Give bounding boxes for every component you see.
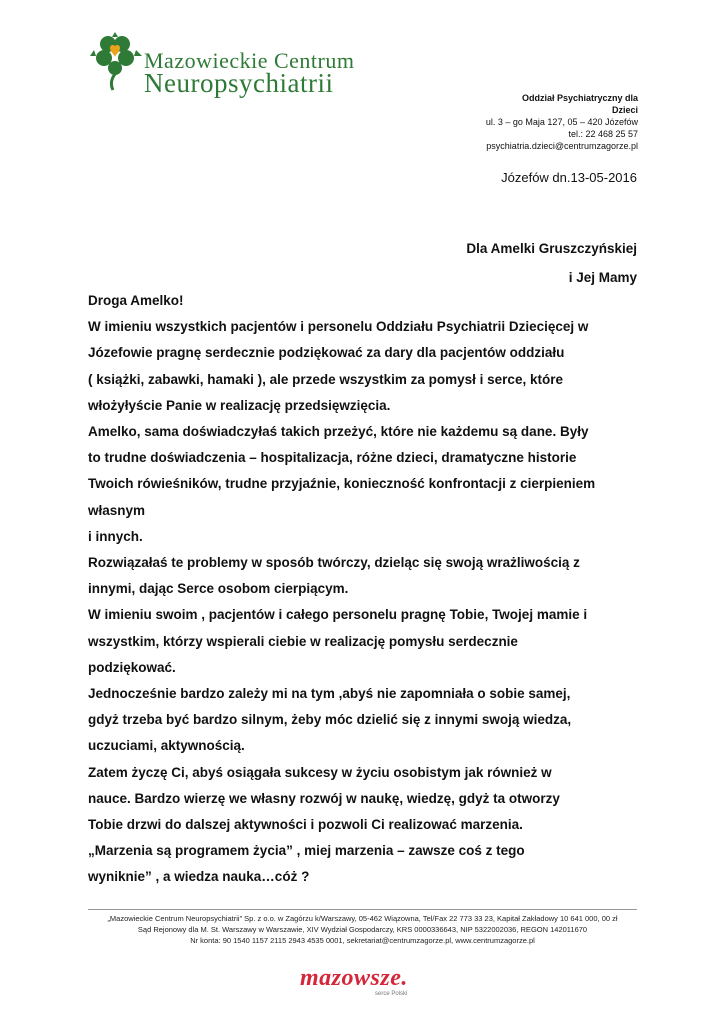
letter-line: uczuciami, aktywnością. xyxy=(88,738,245,754)
letter-line: włożyłyście Panie w realizację przedsięwzięcia. xyxy=(88,397,391,413)
clover-heart-icon xyxy=(88,30,144,92)
letter-line: Tobie drzwi do dalszej aktywności i pozwoli Ci realizować marzenia. xyxy=(88,817,523,833)
letter-line: podziękować. xyxy=(88,659,176,675)
letter-line: „Marzenia są programem życia” , miej marzenia – zawsze coś z tego xyxy=(88,843,525,859)
mazowsze-logo-tagline: serce Polski xyxy=(375,991,408,997)
letter-line: W imieniu wszystkich pacjentów i personelu Oddziału Psychiatrii Dziecięcej w xyxy=(88,319,589,335)
department-email: psychiatria.dzieci@centrumzagorze.pl xyxy=(486,141,638,151)
mazowsze-logo-text: mazowsze. xyxy=(300,965,408,991)
letter-line: Jednocześnie bardzo zależy mi na tym ,abyś nie zapomniała o sobie samej, xyxy=(88,686,571,702)
logo-text-line2: Neuropsychiatrii xyxy=(144,68,334,98)
department-address: ul. 3 – go Maja 127, 05 – 420 Józefów xyxy=(485,117,638,127)
addressee-line1: Dla Amelki Gruszczyńskiej xyxy=(466,241,637,256)
footer-line1: „Mazowieckie Centrum Neuropsychiatrii” Sp. z o.o. w Zagórzu k/Warszawy, 05-462 Wiązowna, Tel/Fax 22 773 33 23, Kapitał Zakładowy 10 641 000, 00 zł xyxy=(107,914,618,923)
letter-date: Józefów dn.13-05-2016 xyxy=(501,170,637,185)
letter-line: innymi, dając Serce osobom cierpiącym. xyxy=(88,581,349,597)
footer-line3: Nr konta: 90 1540 1157 2115 2943 4535 0001, sekretariat@centrumzagorze.pl, www.centrumzagorze.pl xyxy=(190,936,535,945)
letter-line: Twoich rówieśników, trudne przyjaźnie, konieczność konfrontacji z cierpieniem xyxy=(88,476,596,492)
department-name-line1: Oddział Psychiatryczny dla xyxy=(521,93,638,103)
hospital-logo xyxy=(88,30,388,98)
department-header xyxy=(486,92,638,152)
letter-line: Zatem życzę Ci, abyś osiągała sukcesy w życiu osobistym jak również w xyxy=(88,764,552,780)
department-name-line2: Dzieci xyxy=(611,105,638,115)
footer-divider xyxy=(88,909,637,910)
addressee xyxy=(466,234,637,292)
letter-line: nauce. Bardzo wierzę we własny rozwój w naukę, wiedzę, gdyż ta otworzy xyxy=(88,790,560,806)
letter-line: ( książki, zabawki, hamaki ), ale przede wszystkim za pomysł i serce, które xyxy=(88,371,563,387)
addressee-line2: i Jej Mamy xyxy=(568,270,637,285)
letter-line: to trudne doświadczenia – hospitalizacja, różne dzieci, dramatyczne historie xyxy=(88,450,577,466)
letter-line: Droga Amelko! xyxy=(88,293,184,308)
letter-line: wyniknie” , a wiedza nauka…cóż ? xyxy=(88,869,310,885)
mazowsze-logo xyxy=(300,965,430,1005)
letter-line: gdyż trzeba być bardzo silnym, żeby móc dzielić się z innymi swoją wiedza, xyxy=(88,712,572,728)
logo-text-line1: Mazowieckie Centrum xyxy=(144,48,355,73)
department-phone: tel.: 22 468 25 57 xyxy=(568,129,638,139)
letter-line: Rozwiązałaś te problemy w sposób twórczy, dzieląc się swoją wrażliwością z xyxy=(88,555,580,571)
letter-line: własnym xyxy=(88,502,146,518)
footer xyxy=(88,913,637,946)
letter-line: i innych. xyxy=(88,528,143,544)
letter-line: wszystkim, którzy wspierali ciebie w realizację pomysłu serdecznie xyxy=(88,633,518,649)
letter-line: W imieniu swoim , pacjentów i całego personelu pragnę Tobie, Twojej mamie i xyxy=(88,607,588,623)
footer-line2: Sąd Rejonowy dla M. St. Warszawy w Warszawie, XIV Wydział Gospodarczy, KRS 0000336643, NIP 5322002036, REGON 142011670 xyxy=(137,925,588,934)
letter-line: Amelko, sama doświadczyłaś takich przeżyć, które nie każdemu są dane. Były xyxy=(88,424,589,440)
letter-body xyxy=(88,288,648,891)
letter-line: Józefowie pragnę serdecznie podziękować za dary dla pacjentów oddziału xyxy=(88,345,565,361)
